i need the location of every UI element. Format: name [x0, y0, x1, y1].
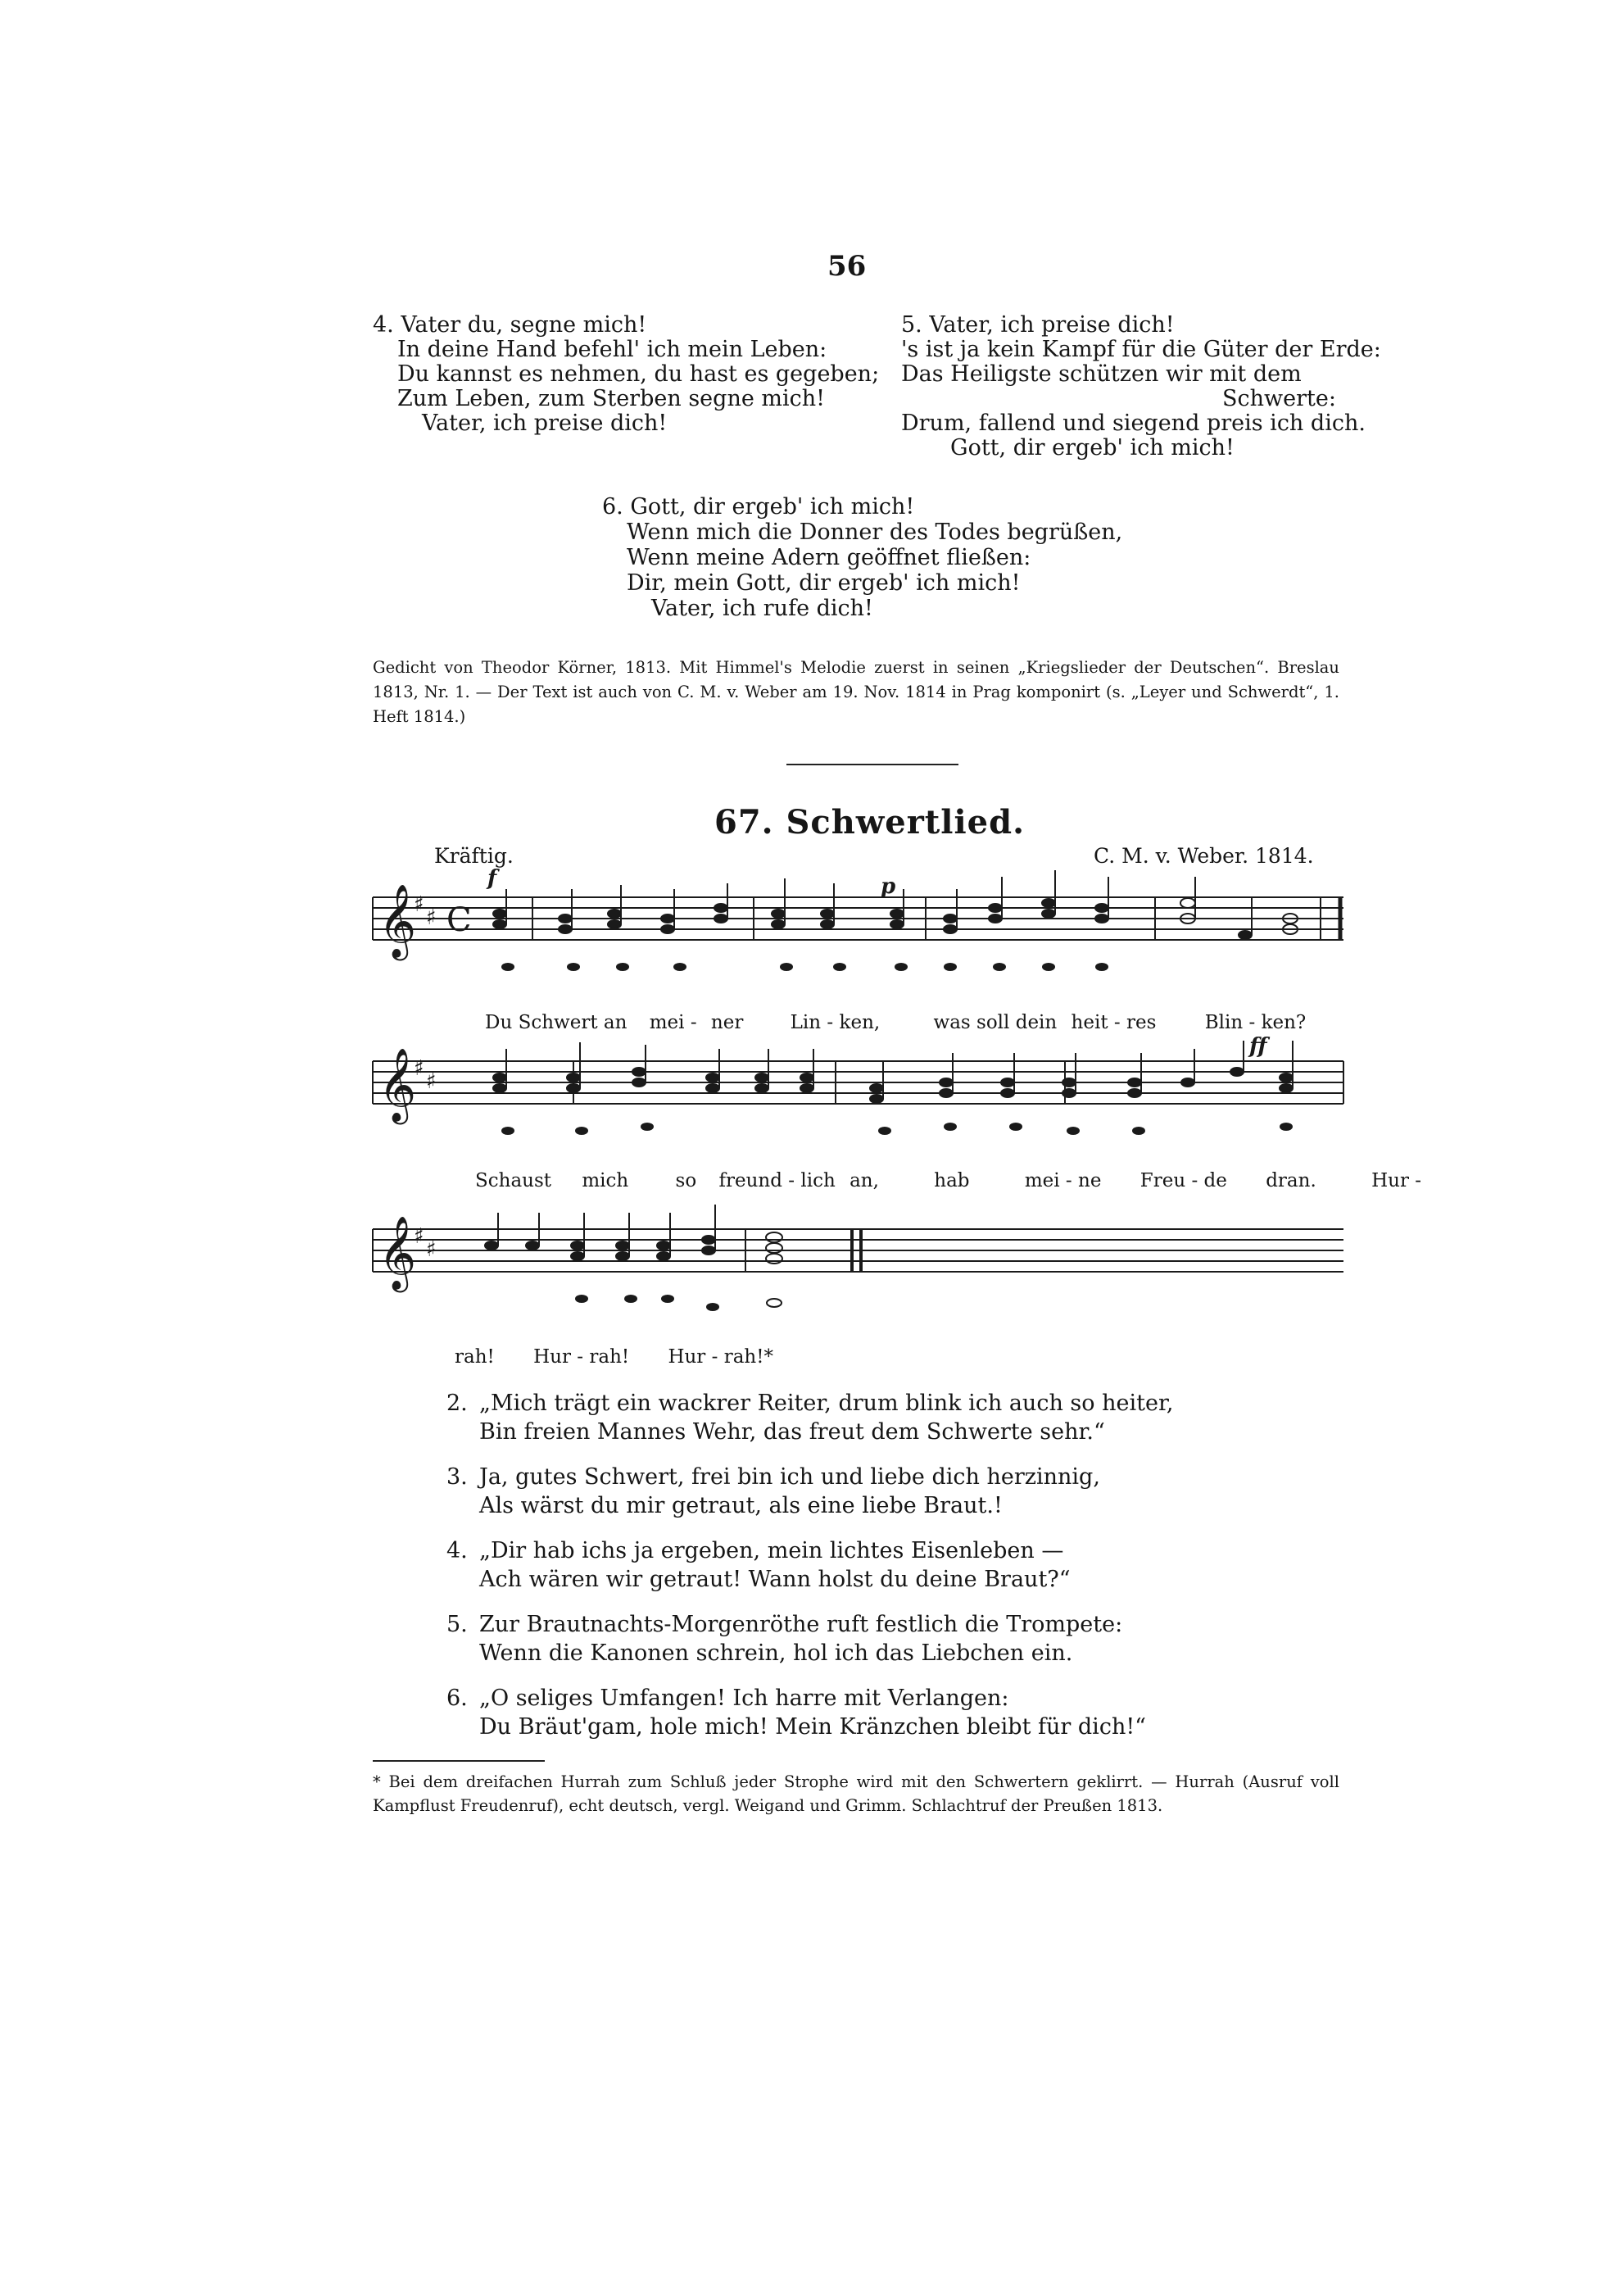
stanza-4-line-4: Zum Leben, zum Sterben segne mich! [397, 386, 825, 411]
dynamic-piano: p [881, 874, 896, 899]
svg-text:♯: ♯ [414, 1224, 424, 1249]
stanza-4-line-1: 4. Vater du, segne mich! [373, 312, 647, 338]
svg-text:♯: ♯ [426, 905, 437, 930]
stanza-4-line-3: Du kannst es nehmen, du hast es gegeben; [397, 361, 880, 387]
svg-text:♯: ♯ [426, 1237, 437, 1262]
tempo-marking: Kräftig. [434, 844, 514, 868]
lyrics-row-1: Du Schwert an mei - ner Lin - ken, was soll dein heit - res Blin - ken? [485, 1012, 1307, 1033]
source-note: Gedicht von Theodor Körner, 1813. Mit Himmel's Melodie zuerst in seinen „Kriegslieder der Deutschen“. Breslau 1813, Nr. 1. — Der Text ist auch von C. M. v. Weber am 19. Nov. 1814 in Prag komponirt (s. „Leyer und Schwerdt“, 1. Heft 1814.) [373, 658, 1339, 726]
svg-text:♯: ♯ [414, 1056, 424, 1081]
stanza-5-line-5: Drum, fallend und siegend preis ich dich. [901, 411, 1366, 436]
stanza-6-line-3: Wenn meine Adern geöffnet fließen: [627, 545, 1031, 570]
footnote: * Bei dem dreifachen Hurrah zum Schluß jeder Strophe wird mit den Schwertern geklirrt. — Hurrah (Ausruf voll Kampflust Freudenruf), echt deutsch, vergl. Weigand und Grimm. Schlachtruf der Preußen 1813. [373, 1772, 1339, 1815]
treble-clef-icon: 𝄞 [378, 1216, 417, 1290]
stanza-6b: 6. „O seliges Umfangen! Ich harre mit Verlangen: Du Bräut'gam, hole mich! Mein Kränzchen bleibt für dich!“ [446, 1686, 1146, 1740]
stanza-5-line-6: Gott, dir ergeb' ich mich! [950, 435, 1235, 461]
lyrics-row-3: rah! Hur - rah! Hur - rah!* [455, 1346, 773, 1368]
footnote-divider [373, 1760, 545, 1762]
composer-credit: C. M. v. Weber. 1814. [1094, 844, 1314, 868]
stanza-5-line-3: Das Heiligste schützen wir mit dem [901, 361, 1302, 387]
clefs [378, 884, 416, 1293]
staff-3 [373, 1229, 1343, 1272]
staff-2 [373, 1061, 1343, 1104]
key-signatures [414, 892, 437, 1262]
svg-text:♯: ♯ [426, 1069, 437, 1094]
page-number: 56 [827, 250, 867, 283]
stanza-4b: 4. „Dir hab ichs ja ergeben, mein lichtes Eisenleben — Ach wären wir getraut! Wann holst du deine Braut?“ [446, 1538, 1071, 1592]
treble-clef-icon: 𝄞 [378, 1048, 417, 1122]
stanza-6-line-2: Wenn mich die Donner des Todes begrüßen, [627, 520, 1123, 545]
svg-text:♯: ♯ [414, 892, 424, 917]
stanza-6-line-5: Vater, ich rufe dich! [651, 596, 873, 621]
notes-staff-3 [485, 1205, 782, 1310]
lyrics-row-2: Schaust mich so freund - lich an, hab mei - ne Freu - de dran. Hur - [475, 1170, 1422, 1191]
dynamic-fortissimo: ff [1249, 1034, 1267, 1059]
notes-staff-2 [493, 1041, 1293, 1134]
stanza-6-line-1: 6. Gott, dir ergeb' ich mich! [602, 494, 915, 520]
common-time-icon: C [446, 901, 472, 939]
dynamic-forte: f [487, 866, 497, 891]
stanza-4-line-5: Vater, ich preise dich! [422, 411, 668, 436]
stanza-5-line-1: 5. Vater, ich preise dich! [901, 312, 1175, 338]
stanza-5-line-4: Schwerte: [1222, 386, 1336, 411]
stanza-3: 3. Ja, gutes Schwert, frei bin ich und liebe dich herzinnig, Als wärst du mir getraut, als eine liebe Braut.! [446, 1464, 1100, 1518]
treble-clef-icon: 𝄞 [378, 884, 417, 958]
stanza-2: 2. „Mich trägt ein wackrer Reiter, drum blink ich auch so heiter, Bin freien Mannes Wehr, das freut dem Schwerte sehr.“ [446, 1391, 1174, 1445]
staff-1 [373, 897, 1343, 940]
stanza-5-line-2: 's ist ja kein Kampf für die Güter der Erde: [901, 337, 1381, 362]
stanza-4-line-2: In deine Hand befehl' ich mein Leben: [397, 337, 827, 362]
stanza-6-line-4: Dir, mein Gott, dir ergeb' ich mich! [627, 570, 1021, 596]
stanza-5b: 5. Zur Brautnachts-Morgenröthe ruft festlich die Trompete: Wenn die Kanonen schrein, hol ich das Liebchen ein. [446, 1612, 1123, 1666]
song-title: 67. Schwertlied. [714, 803, 1026, 842]
